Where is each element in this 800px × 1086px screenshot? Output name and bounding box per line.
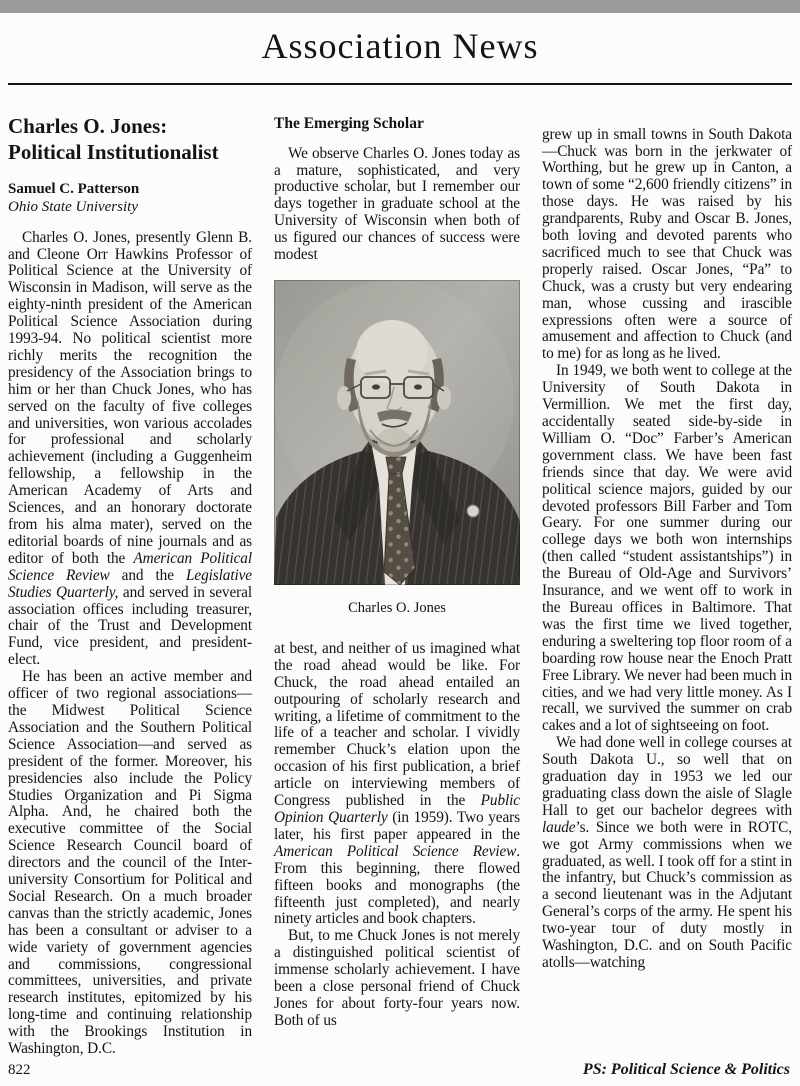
- text-run: Charles O. Jones, presently Glenn B. and Cleone Orr Hawkins Professor of Political Science at the University of Wisconsin in Madison, will serve as the eighty-ninth president of the American Political Science Association during 1993-94. No political scientist more richly merits the recognition the presidency of the Association brings to him or her than Chuck Jones, who has served on the faculty of five colleges and universities, won various accolades for professional and scholarly achievement (including a Guggenheim fellowship, a fellowship in the American Academy of Arts and Sciences, and an honorary doctorate from his alma mater), served on the editorial boards of nine journals and as editor of both the: [8, 228, 252, 567]
- italic-text: Public Opinion Quarterly: [274, 792, 520, 826]
- page-footer: [8, 1061, 790, 1079]
- middle-column-text-bottom: [274, 641, 520, 1030]
- text-run: and served in several association offices including treasurer, chair of the Trust and Development Fund, vice president, and president-elect.: [8, 583, 252, 669]
- italic-text: American Political Science Review: [274, 842, 517, 860]
- text-run: But, to me Chuck Jones is not merely a distinguished political scientist of immense scholarly achievement. I have been a close personal friend of Chuck Jones for about forty-four years now. Both of us: [274, 927, 520, 1029]
- text-run: He has been an active member and officer of two regional associations—the Midwest Political Science Association and the Southern Political Science Association—and served as president of the former. Moreover, his presidencies also include the Policy Studies Organization and Pi Sigma Alpha. And, he chaired both the executive committee of the Social Science Research Council board of directors and the council of the Inter-university Consortium for Political and Social Research. On a much broader canvas than the strictly academic, Jones has been a consultant or adviser to a wide variety of government agencies and commissions, congressional committees, universities, and private research institutes, epitomized by his long-time and continuing relationship with the Brookings Institution in Washington, D.C.: [8, 668, 252, 1058]
- middle-column: [274, 113, 520, 1030]
- paragraph: [542, 363, 792, 735]
- portrait-figure: [274, 280, 520, 617]
- header-rule: [8, 83, 792, 85]
- journal-title: PS: Political Science & Politics: [582, 1061, 790, 1078]
- article-columns: [0, 113, 800, 1058]
- text-run: grew up in small towns in South Dakota—Chuck was born in the jerkwater of Worthing, but he grew up in Canton, a town of some “2,600 friendly citizens” in those days. He was raised by his grandparents, Ruby and Oscar B. Jones, both loving and devoted parents who sacrificed much to see that Chuck was properly raised. Oscar Jones, “Pa” to Chuck, was a crusty but very endearing man, whose cussing and irascible expressions often were a source of amusement and affection to Chuck (and to me) for as long as he lived.: [542, 125, 792, 363]
- italic-text: Legislative Studies Quarterly,: [8, 566, 252, 601]
- portrait-photo: [274, 280, 520, 585]
- italic-text: American Political Science Review: [8, 549, 252, 584]
- page-number: 822: [8, 1062, 31, 1078]
- text-run: and the: [109, 566, 186, 584]
- text-run: (in 1959). Two years later, his first paper appeared in the: [274, 809, 521, 843]
- paragraph: [274, 146, 520, 264]
- text-run: ’s. Since we both were in ROTC, we got Army commissions when we graduated, as well. I took off for a stint in the infantry, but Chuck’s commission as a second lieutenant was in the Adjutant General’s corps of the army. He spent his two-year tour of duty mostly in Washington, D.C. and on South Pacific atolls—watching: [542, 818, 792, 971]
- article-title-line-1: Charles O. Jones:: [8, 113, 168, 138]
- page-header-title: Association News: [261, 26, 539, 66]
- paragraph: [274, 928, 520, 1029]
- left-column: [8, 113, 252, 1058]
- article-title: [8, 113, 252, 165]
- photo-caption: Charles O. Jones: [348, 599, 446, 616]
- left-column-text: [8, 230, 252, 1058]
- paragraph: [542, 127, 792, 364]
- text-run: . From this beginning, there flowed fifteen books and monographs (the fifteenth just completed), and nearly ninety articles and book chapters.: [274, 842, 520, 928]
- right-column-text: [542, 127, 792, 972]
- section-heading: The Emerging Scholar: [274, 114, 424, 132]
- paragraph: [274, 641, 520, 928]
- middle-column-text-top: [274, 146, 520, 264]
- paragraph: [8, 669, 252, 1058]
- article-title-line-2: Political Institutionalist: [8, 139, 219, 164]
- author-name: Samuel C. Patterson: [8, 180, 140, 197]
- text-run: In 1949, we both went to college at the University of South Dakota in Vermillion. We met the first day, accidentally seated side-by-side in William O. “Doc” Farber’s American government class. We have been fast friends since that day. We were avid political science majors, guided by our devoted professors Bill Farber and Tom Geary. For one summer during our college days we both won internships (then called “student assistantships”) in the Bureau of Old-Age and Survivors’ Insurance, and we went off to work in the Bureau offices in Baltimore. That was the first time we lived together, enduring a sweltering top floor room of a boarding row house near the Enoch Pratt Free Library. We never had been much in cities, and we had very little money. As I recall, we survived the summer on crab cakes and a lot of sightseeing on foot.: [542, 362, 792, 735]
- text-run: We had done well in college courses at South Dakota U., so well that on graduation day in 1953 we led our graduating class down the aisle of Slagle Hall to get our bachelor degrees with: [542, 734, 792, 819]
- paragraph: [542, 735, 792, 972]
- text-run: We observe Charles O. Jones today as a mature, sophisticated, and very productive scholar, but I remember our days together in graduate school at the University of Wisconsin when both of us figured our chances of success were modest: [274, 144, 520, 264]
- paragraph: [8, 230, 252, 670]
- italic-text: laude: [542, 818, 576, 836]
- text-run: at best, and neither of us imagined what the road ahead would be like. For Chuck, the road ahead entailed an outpouring of scholarly research and writing, a lifetime of commitment to the life of a teacher and scholar. I vividly remember Chuck’s elation upon the occasion of his first publication, a brief article on interviewing members of Congress published in the: [274, 639, 520, 810]
- top-gray-bar: [0, 0, 800, 13]
- author-affiliation: Ohio State University: [8, 198, 138, 215]
- right-column: [542, 113, 792, 972]
- portrait-illustration: [274, 280, 520, 585]
